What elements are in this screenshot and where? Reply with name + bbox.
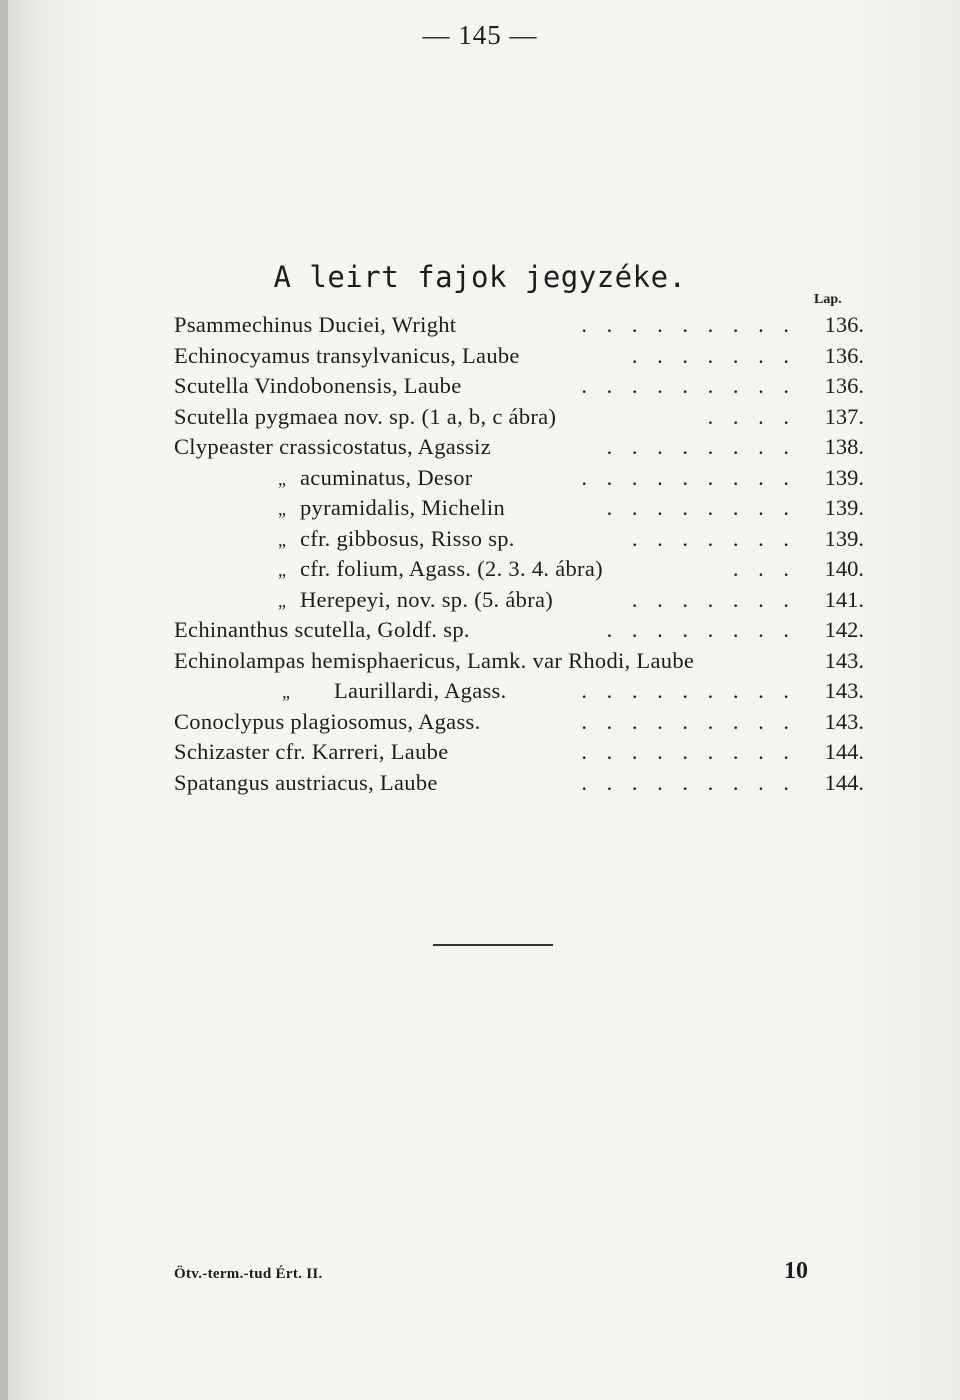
entry-name: Spatangus austriacus, Laube	[174, 769, 438, 795]
index-entry	[174, 495, 864, 526]
section-divider	[433, 944, 553, 946]
index-entry	[174, 648, 864, 679]
dot-leader: . . . . . . . . .	[581, 769, 796, 795]
index-entry	[174, 404, 864, 435]
dot-leader: . . . .	[707, 403, 796, 429]
index-entry	[174, 587, 864, 618]
entry-name: acuminatus, Desor	[300, 464, 473, 490]
dot-leader: . . . . . . . . .	[581, 373, 796, 398]
entry-page: 137.	[824, 403, 864, 429]
entry-page: 139.	[824, 464, 864, 490]
entry-page: 143.	[824, 708, 864, 734]
entry-name: Scutella Vindobonensis, Laube	[174, 373, 462, 398]
dot-leader: . . . . . . . . .	[581, 739, 796, 764]
entry-name: Scutella pygmaea nov. sp. (1 a, b, c ábra)	[174, 403, 557, 429]
entry-page: 143.	[824, 678, 864, 703]
entry-name: Psammechinus Duciei, Wright	[174, 312, 457, 337]
entry-page: 139.	[824, 495, 864, 520]
dot-leader: . . . . . . .	[631, 342, 796, 368]
index-entry	[174, 465, 864, 496]
entry-page: 136.	[824, 312, 864, 337]
page-title: A leirt fajok jegyzéke.	[273, 260, 687, 294]
entry-page: 139.	[824, 525, 864, 551]
ditto-mark: „	[278, 590, 286, 611]
species-index-list	[174, 312, 864, 800]
entry-name: Clypeaster crassicostatus, Agassiz	[174, 434, 492, 459]
entry-name: Laurillardi, Agass.	[334, 678, 507, 703]
entry-page: 140.	[824, 556, 864, 581]
index-entry	[174, 556, 864, 587]
dot-leader: . . . . . . . .	[606, 617, 796, 642]
index-entry	[174, 434, 864, 465]
dot-leader: . . . . . . . . .	[581, 678, 796, 703]
ditto-mark: „	[278, 499, 286, 519]
entry-name: Conoclypus plagiosomus, Agass.	[174, 708, 481, 734]
index-entry	[174, 739, 864, 770]
index-entry	[174, 678, 864, 709]
index-entry	[174, 617, 864, 648]
dot-leader: . . . . . . .	[631, 586, 796, 612]
page-number: — 145 —	[422, 20, 538, 50]
dot-leader: . . . . . . . .	[606, 495, 796, 520]
entry-name: Echinocyamus transylvanicus, Laube	[174, 342, 520, 368]
entry-name: pyramidalis, Michelin	[300, 495, 506, 520]
ditto-mark: „	[282, 682, 290, 702]
index-entry	[174, 770, 864, 801]
index-entry	[174, 343, 864, 374]
signature-mark: Ötv.-term.-tud Ért. II.	[174, 1266, 323, 1282]
ditto-mark: „	[278, 529, 286, 550]
entry-name: Echinolampas hemisphaericus, Lamk. var Rhodi, Laube	[174, 647, 695, 673]
entry-page: 141.	[824, 586, 864, 612]
entry-page: 136.	[824, 373, 864, 398]
index-entry	[174, 312, 864, 343]
page-column-header: Lap.	[814, 292, 842, 307]
dot-leader: . . . . . . . .	[606, 434, 796, 459]
ditto-mark: „	[278, 560, 286, 580]
entry-page: 136.	[824, 342, 864, 368]
dot-leader: . . . . . . . . .	[581, 312, 796, 337]
index-entry	[174, 373, 864, 404]
ditto-mark: „	[278, 468, 286, 489]
page-edge	[0, 0, 8, 1400]
entry-page: 144.	[824, 769, 864, 795]
dot-leader: . . . . . . . . .	[581, 464, 796, 490]
index-entry	[174, 709, 864, 740]
dot-leader: . . .	[732, 556, 796, 581]
dot-leader: . . . . . . .	[631, 525, 796, 551]
signature-number: 10	[784, 1258, 808, 1284]
dot-leader: . . . . . . . . .	[581, 708, 796, 734]
entry-name: Herepeyi, nov. sp. (5. ábra)	[300, 586, 554, 612]
entry-name: cfr. gibbosus, Risso sp.	[300, 525, 515, 551]
entry-name: Echinanthus scutella, Goldf. sp.	[174, 617, 470, 642]
index-entry	[174, 526, 864, 557]
entry-name: Schizaster cfr. Karreri, Laube	[174, 739, 449, 764]
entry-name: cfr. folium, Agass. (2. 3. 4. ábra)	[300, 556, 603, 581]
entry-page: 143.	[824, 647, 864, 673]
entry-page: 138.	[824, 434, 864, 459]
entry-page: 142.	[824, 617, 864, 642]
entry-page: 144.	[824, 739, 864, 764]
